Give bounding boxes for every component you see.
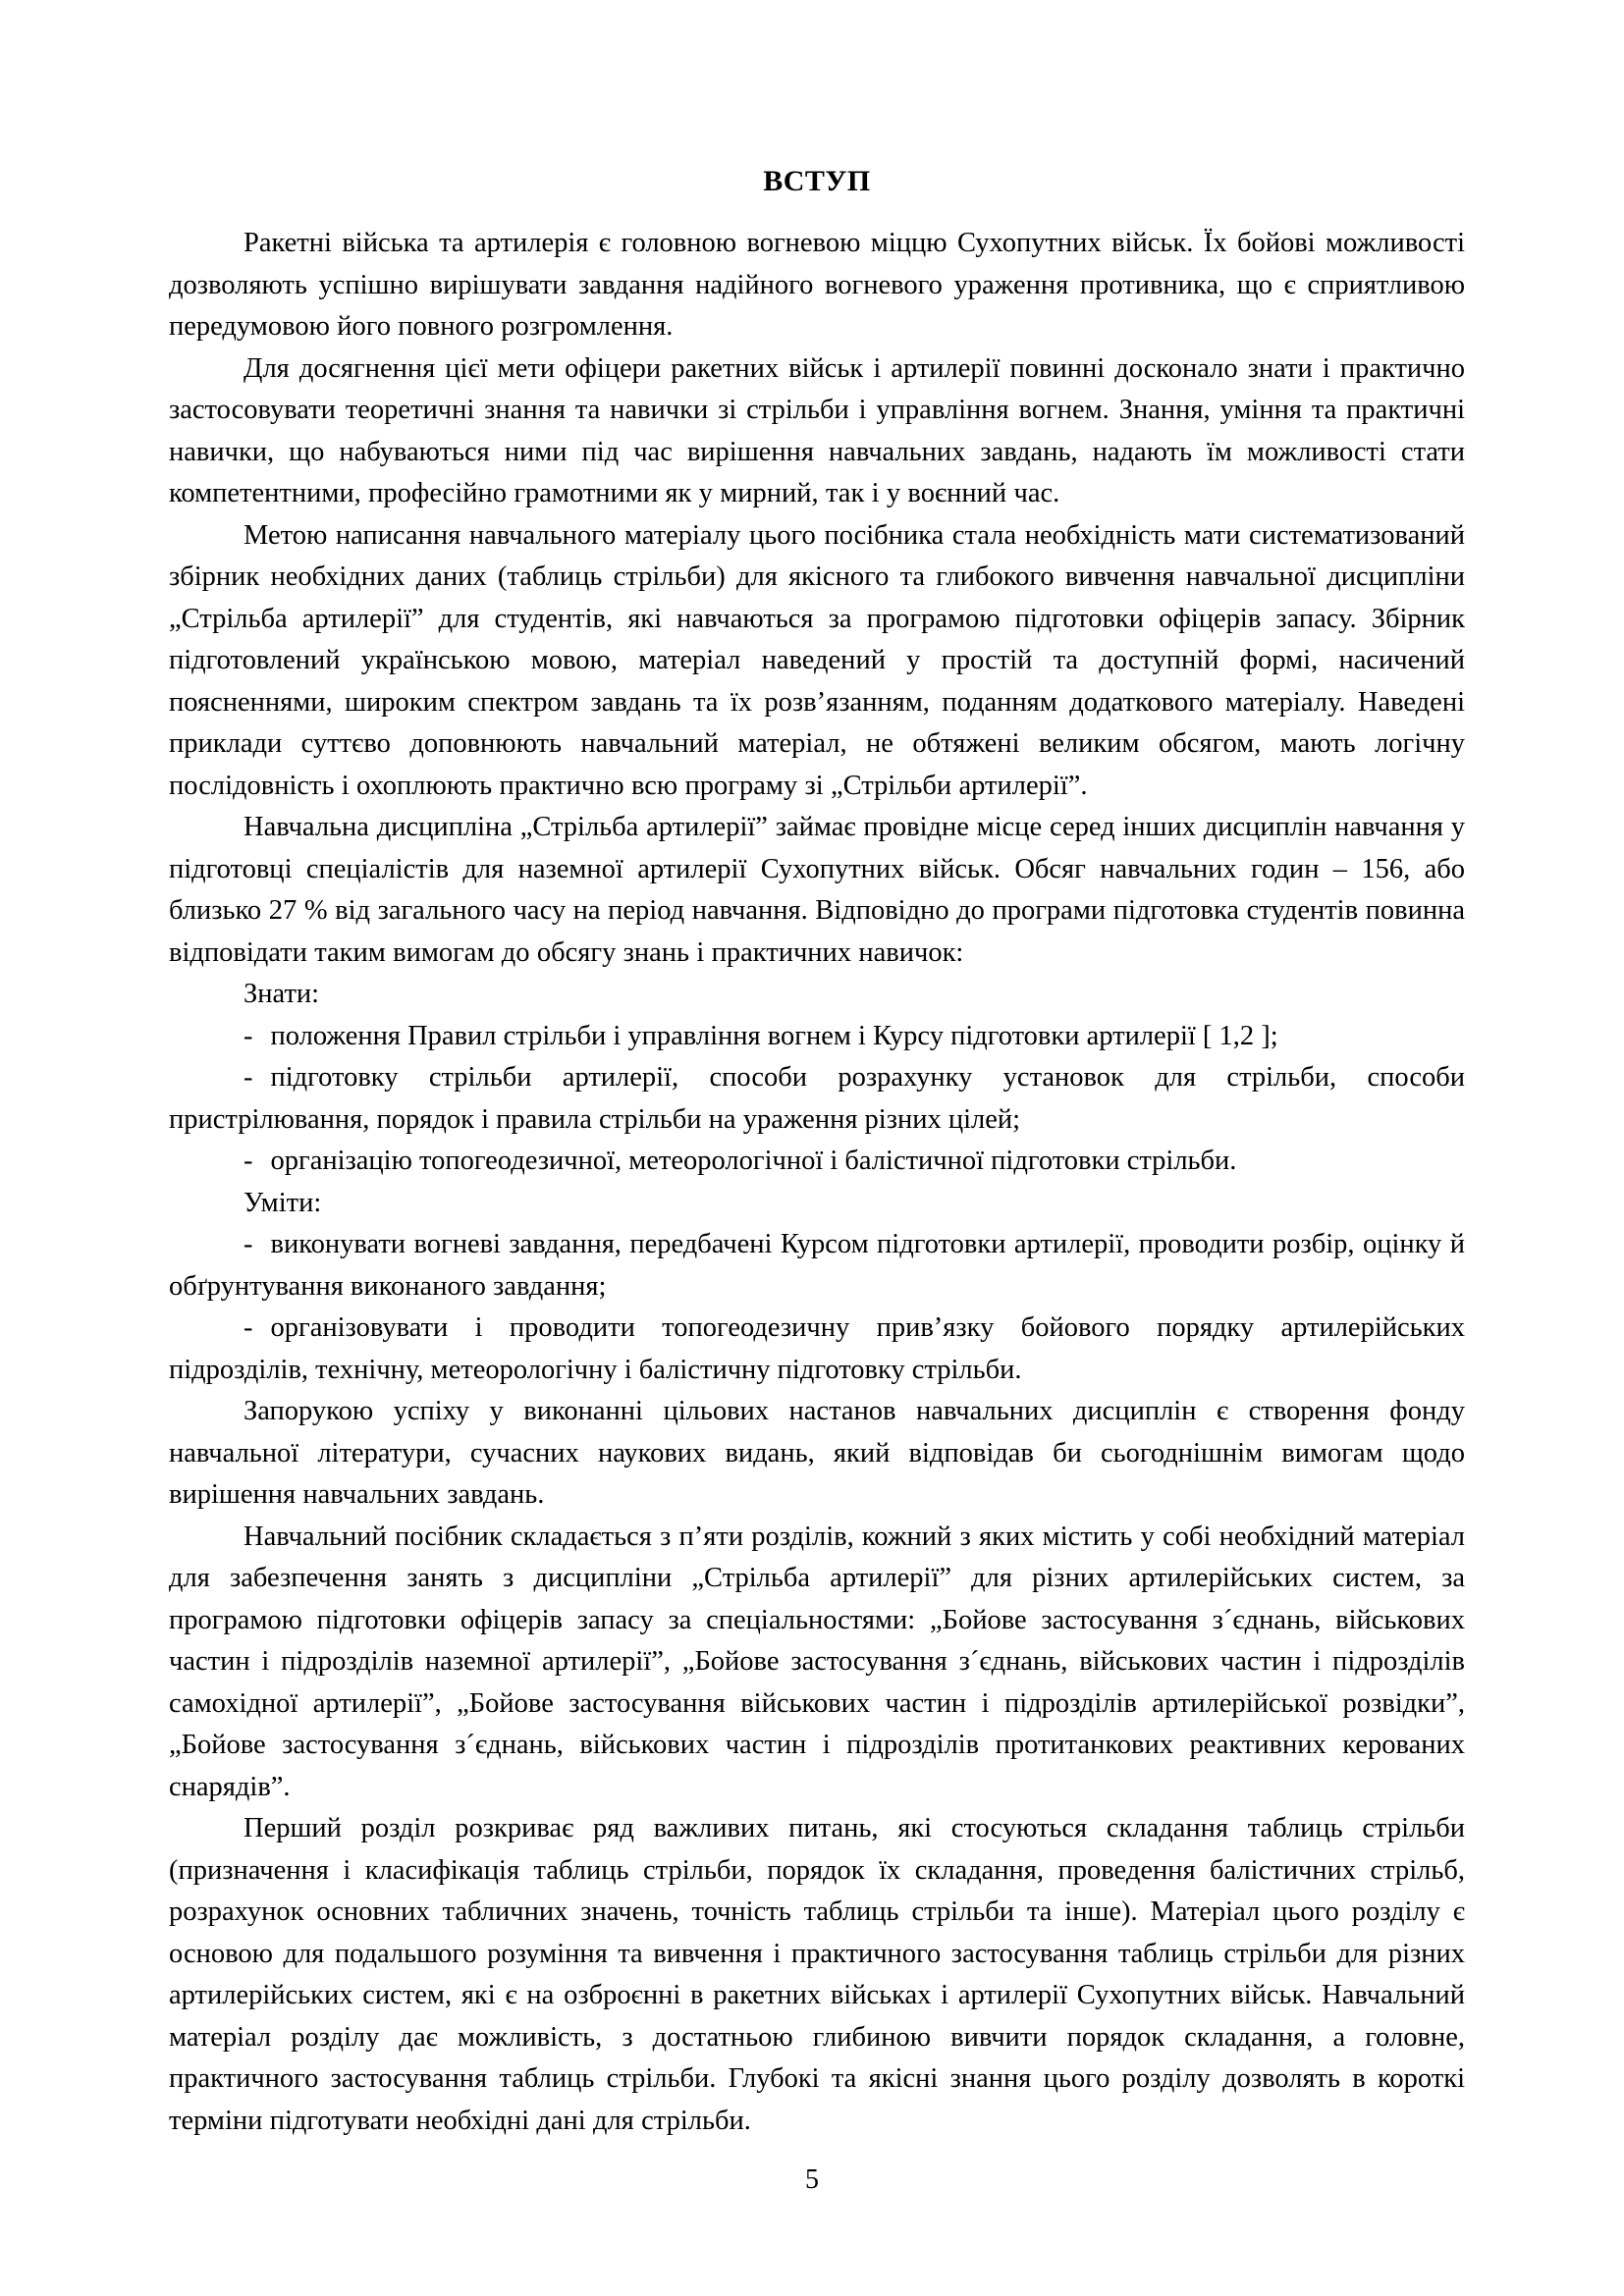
paragraph-closing-2: Навчальний посібник складається з п’яти розділів, кожний з яких містить у собі необхідний матеріал для забезпечення занять з дисципліни „Стрільба артилерії” для різних артилерійських систем, за програмою підготовки офіцерів запасу за спеціальностями: „Бойове застосування з´єднань, військових частин і підрозділів наземної артилерії”, „Бойове застосування з´єднань, військових частин і підрозділів самохідної артилерії”, „Бойове застосування військових частин і підрозділів артилерійської розвідки”, „Бойове застосування з´єднань, військових частин і підрозділів протитанкових реактивних керованих снарядів”.	[169, 1521, 1465, 1802]
bullet-dash-icon: -	[244, 1020, 253, 1051]
knowledge-item-text: підготовку стрільби артилерії, способи розрахунку установок для стрільби, способи пристрілювання, порядок і правила стрільби на ураження різних цілей;	[169, 1062, 1465, 1135]
paragraph-intro-1: Ракетні війська та артилерія є головною вогневою міццю Сухопутних військ. Їх бойові можливості дозволяють успішно вирішувати завдання надійного вогневого ураження противника, що є сприятливою передумовою його повного розгромлення.	[169, 228, 1465, 342]
knowledge-list-item	[169, 1016, 1465, 1058]
paragraph-intro-3: Метою написання навчального матеріалу цього посібника стала необхідність мати систематизований збірник необхідних даних (таблиць стрільби) для якісного та глибокого вивчення навчальної дисципліни „Стрільба артилерії” для студентів, які навчаються за програмою підготовки офіцерів запасу. Збірник підготовлений українською мовою, матеріал наведений у простій та доступній формі, насичений поясненнями, широким спектром завдань та їх розв’язанням, поданням додаткового матеріалу. Наведені приклади суттєво доповнюють навчальний матеріал, не обтяжені великим обсягом, мають логічну послідовність і охоплюють практично всю програму зі „Стрільби артилерії”.	[169, 519, 1465, 801]
skills-section-heading: Уміти:	[244, 1187, 322, 1218]
skills-item-text: організовувати і проводити топогеодезичну прив’язку бойового порядку артилерійських підрозділів, технічну, метеорологічну і балістичну підготовку стрільби.	[169, 1312, 1465, 1385]
paragraph-intro-2: Для досягнення цієї мети офіцери ракетних військ і артилерії повинні досконало знати і практично застосовувати теоретичні знання та навички зі стрільби і управління вогнем. Знання, уміння та практичні навички, що набуваються ними під час вирішення навчальних завдань, надають їм можливості стати компетентними, професійно грамотними як у мирний, так і у воєнний час.	[169, 352, 1465, 508]
skills-item-text: виконувати вогневі завдання, передбачені Курсом підготовки артилерії, проводити розбір, оцінку й обґрунтування виконаного завдання;	[169, 1229, 1465, 1302]
knowledge-list-item	[169, 1057, 1465, 1141]
bullet-dash-icon: -	[244, 1146, 253, 1176]
bullet-dash-icon: -	[244, 1062, 253, 1093]
skills-list-item	[169, 1308, 1465, 1391]
knowledge-item-text: положення Правил стрільби і управління вогнем і Курсу підготовки артилерії [ 1,2 ];	[270, 1020, 1278, 1051]
bullet-dash-icon: -	[244, 1229, 253, 1259]
paragraph-closing-1: Запорукою успіху у виконанні цільових настанов навчальних дисциплін є створення фонду навчальної літератури, сучасних наукових видань, який відповідав би сьогоднішнім вимогам щодо вирішення навчальних завдань.	[169, 1396, 1465, 1510]
knowledge-list-item	[169, 1141, 1465, 1183]
page-number: 5	[805, 2164, 819, 2195]
page-title: ВСТУП	[763, 165, 871, 197]
knowledge-section-heading: Знати:	[244, 979, 320, 1009]
knowledge-item-text: організацію топогеодезичної, метеорологічної і балістичної підготовки стрільби.	[270, 1146, 1237, 1176]
bullet-dash-icon: -	[244, 1312, 253, 1343]
skills-list-item	[169, 1224, 1465, 1308]
paragraph-intro-4: Навчальна дисципліна „Стрільба артилерії” займає провідне місце серед інших дисциплін навчання у підготовці спеціалістів для наземної артилерії Сухопутних військ. Обсяг навчальних годин – 156, або близько 27 % від загального часу на період навчання. Відповідно до програми підготовка студентів повинна відповідати таким вимогам до обсягу знань і практичних навичок:	[169, 812, 1465, 968]
page-content	[169, 165, 1465, 2142]
paragraph-closing-3: Перший розділ розкриває ряд важливих питань, які стосуються складання таблиць стрільби (призначення і класифікація таблиць стрільби, порядок їх складання, проведення балістичних стрільб, розрахунок основних табличних значень, точність таблиць стрільби та інше). Матеріал цього розділу є основою для подальшого розуміння та вивчення і практичного застосування таблиць стрільби для різних артилерійських систем, які є на озброєнні в ракетних військах і артилерії Сухопутних військ. Навчальний матеріал розділу дає можливість, з достатньою глибиною вивчити порядок складання, а головне, практичного застосування таблиць стрільби. Глубокі та якісні знання цього розділу дозволять в короткі терміни підготувати необхідні дані для стрільби.	[169, 1813, 1465, 2136]
